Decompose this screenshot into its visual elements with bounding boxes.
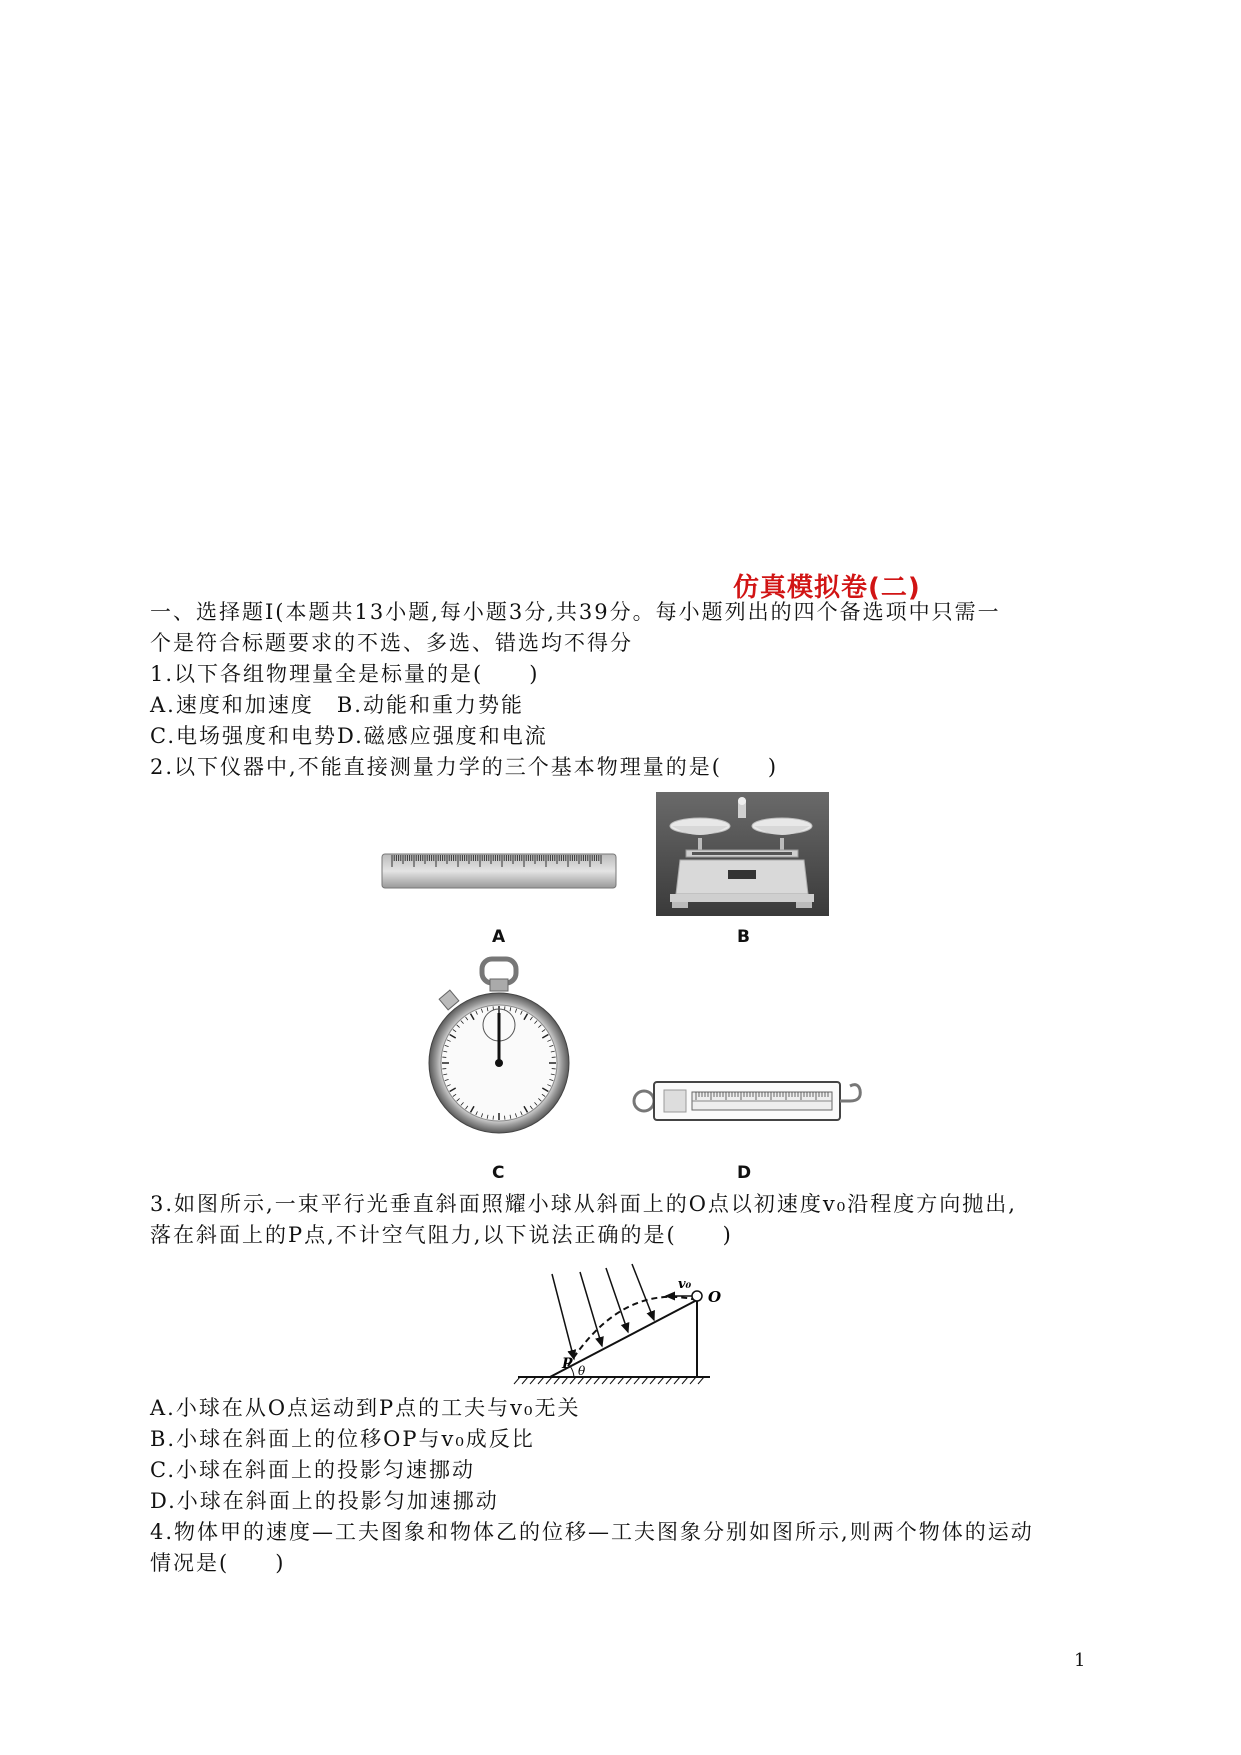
q3-option-b: B.小球在斜面上的位移OP与v₀成反比	[150, 1427, 535, 1451]
q1-stem: 1.以下各组物理量全是标量的是( )	[150, 662, 540, 686]
q3-option-c: C.小球在斜面上的投影匀速挪动	[150, 1458, 475, 1482]
q1-options-ab: A.速度和加速度 B.动能和重力势能	[150, 693, 524, 717]
balance-scale-image	[656, 792, 829, 916]
caption-a: A	[492, 927, 506, 947]
spring-scale-image	[630, 1078, 868, 1123]
stopwatch-image	[430, 955, 578, 1145]
q3-option-a: A.小球在从O点运动到P点的工夫与v₀无关	[150, 1396, 581, 1420]
q4-stem-line1: 4.物体甲的速度—工夫图象和物体乙的位移—工夫图象分别如图所示,则两个物体的运动	[150, 1520, 1034, 1544]
q3-stem-line2: 落在斜面上的P点,不计空气阻力,以下说法正确的是( )	[150, 1223, 733, 1247]
q1-options-cd: C.电场强度和电势D.磁感应强度和电流	[150, 724, 548, 748]
paper-title: 仿真模拟卷(二)	[733, 573, 921, 603]
q3-stem-line1: 3.如图所示,一束平行光垂直斜面照耀小球从斜面上的O点以初速度v₀沿程度方向抛出,	[150, 1192, 1017, 1216]
v0-label: v₀	[678, 1277, 692, 1292]
section-heading-line2: 个是符合标题要求的不选、多选、错选均不得分	[150, 631, 633, 655]
q3-option-d: D.小球在斜面上的投影匀加速挪动	[150, 1489, 499, 1513]
section-heading-line1: 一、选择题Ⅰ(本题共13小题,每小题3分,共39分。每小题列出的四个备选项中只需一	[150, 600, 1001, 624]
theta-label: θ	[578, 1364, 586, 1378]
caption-c: C	[492, 1163, 505, 1183]
caption-d: D	[737, 1163, 752, 1183]
projectile-incline-diagram	[512, 1262, 722, 1386]
o-label: O	[708, 1288, 722, 1306]
q2-stem: 2.以下仪器中,不能直接测量力学的三个基本物理量的是( )	[150, 755, 779, 779]
page-number: 1	[1074, 1650, 1086, 1671]
ruler-image	[382, 852, 620, 892]
q4-stem-line2: 情况是( )	[150, 1551, 286, 1575]
caption-b: B	[737, 927, 750, 947]
p-label: P	[562, 1356, 573, 1372]
